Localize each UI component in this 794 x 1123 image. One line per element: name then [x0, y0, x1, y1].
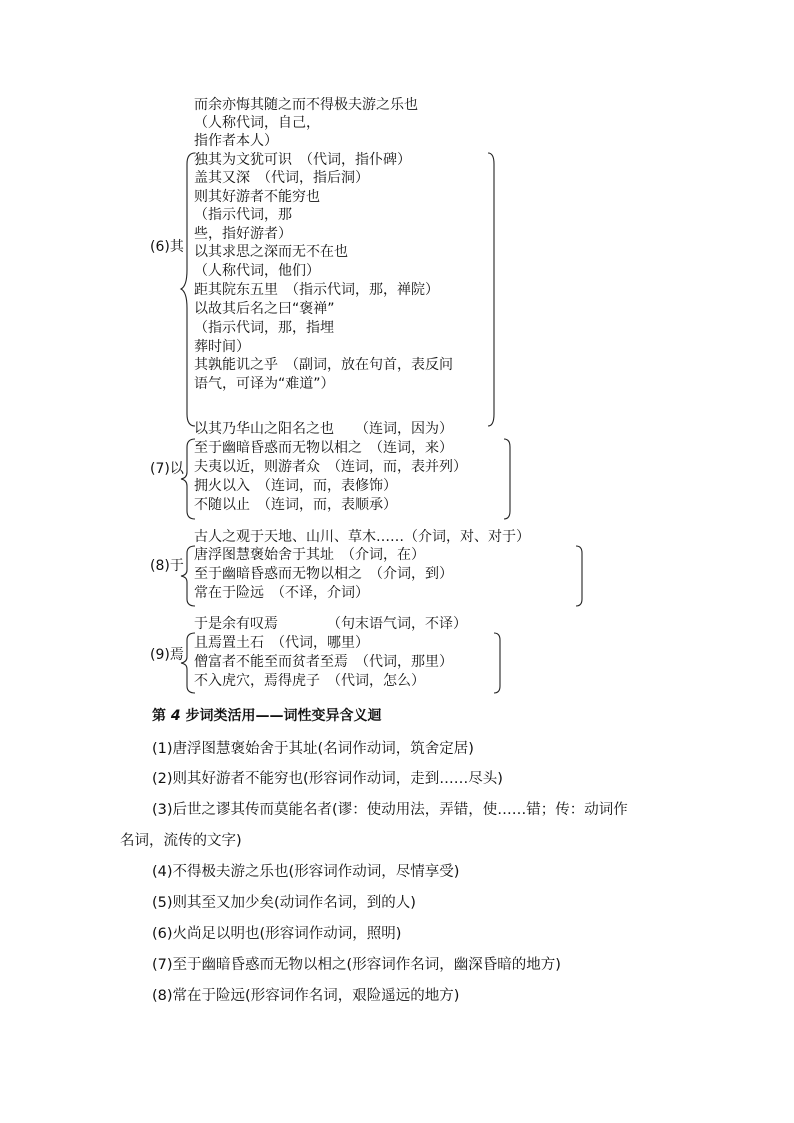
- line: 僧富者不能至而贫者至焉 （代词，那里）: [194, 654, 453, 670]
- line: （人称代词，他们）: [194, 263, 320, 279]
- line: 盖其又深 （代词，指后洞）: [194, 170, 369, 186]
- line: 不随以止 （连词，而，表顺承）: [194, 497, 397, 513]
- right-bracket: [502, 438, 514, 520]
- list-item: (7)至于幽暗昏惑而无物以相之(形容词作名词，幽深昏暗的地方): [152, 957, 561, 973]
- list-item: (8)常在于险远(形容词作名词，艰险遥远的地方): [152, 988, 460, 1004]
- line: 至于幽暗昏惑而无物以相之 （介词，到）: [194, 566, 453, 582]
- line: 以其求思之深而无不在也: [194, 244, 348, 260]
- list-item: (5)则其至又加少矣(动词作名词，到的人): [152, 895, 416, 911]
- line: 于是余有叹焉 （句末语气词，不译）: [194, 616, 467, 632]
- section-heading: [152, 705, 382, 725]
- line: 独其为文犹可识 （代词，指仆碑）: [194, 152, 411, 168]
- line: （人称代词，自己，: [194, 115, 320, 131]
- line: 距其院东五里 （指示代词，那，禅院）: [194, 282, 439, 298]
- right-bracket: [486, 152, 498, 427]
- line: 葬时间）: [194, 339, 250, 355]
- line: 以其乃华山之阳名之也 （连词，因为）: [194, 421, 453, 437]
- line: 指作者本人）: [194, 133, 278, 149]
- list-item: (6)火尚足以明也(形容词作动词，照明): [152, 926, 402, 942]
- right-bracket: [574, 545, 586, 607]
- line: 常在于险远 （不译，介词）: [194, 585, 369, 601]
- line: 古人之观于天地、山川、草木……（介词，对、对于）: [194, 529, 530, 545]
- line: 且焉置土石 （代词，哪里）: [194, 635, 369, 651]
- group-label: (8)于: [150, 558, 184, 574]
- list-item: (3)后世之谬其传而莫能名者(谬：使动用法，弄错，使……错；传：动词作: [152, 802, 628, 818]
- line: 而余亦悔其随之而不得极夫游之乐也: [194, 97, 418, 113]
- line: 其孰能讥之乎 （副词，放在句首，表反问: [194, 357, 453, 373]
- group-label: (7)以: [150, 461, 184, 477]
- list-item: (1)唐浮图慧褒始舍于其址(名词作动词，筑舍定居): [152, 741, 474, 757]
- line: 以故其后名之曰“褒禅”: [194, 301, 335, 317]
- list-item: (2)则其好游者不能穷也(形容词作动词，走到……尽头): [152, 771, 503, 787]
- line: （指示代词，那: [194, 207, 292, 223]
- line: （指示代词，那，指埋: [194, 320, 334, 336]
- group-label: (9)焉: [150, 647, 184, 663]
- group-label: (6)其: [150, 239, 184, 255]
- heading-number: 4: [170, 708, 181, 724]
- heading-prefix: 第: [152, 708, 166, 724]
- line: 不入虎穴，焉得虎子 （代词，怎么）: [194, 673, 425, 689]
- right-bracket: [492, 632, 504, 694]
- line: 拥火以入 （连词，而，表修饰）: [194, 478, 397, 494]
- heading-text: 步词类活用——词性变异含义迴: [185, 708, 382, 724]
- line: 则其好游者不能穷也: [194, 189, 320, 205]
- line: 夫夷以近，则游者众 （连词，而，表并列）: [194, 459, 467, 475]
- list-item: (4)不得极夫游之乐也(形容词作动词，尽情享受): [152, 864, 460, 880]
- line: 些，指好游者）: [194, 226, 292, 242]
- line: 至于幽暗昏惑而无物以相之 （连词，来）: [194, 440, 453, 456]
- line: 语气，可译为“难道”）: [194, 376, 335, 392]
- line: 唐浮图慧褒始舍于其址 （介词，在）: [194, 547, 425, 563]
- list-item-continuation: 名词，流传的文字): [120, 833, 242, 849]
